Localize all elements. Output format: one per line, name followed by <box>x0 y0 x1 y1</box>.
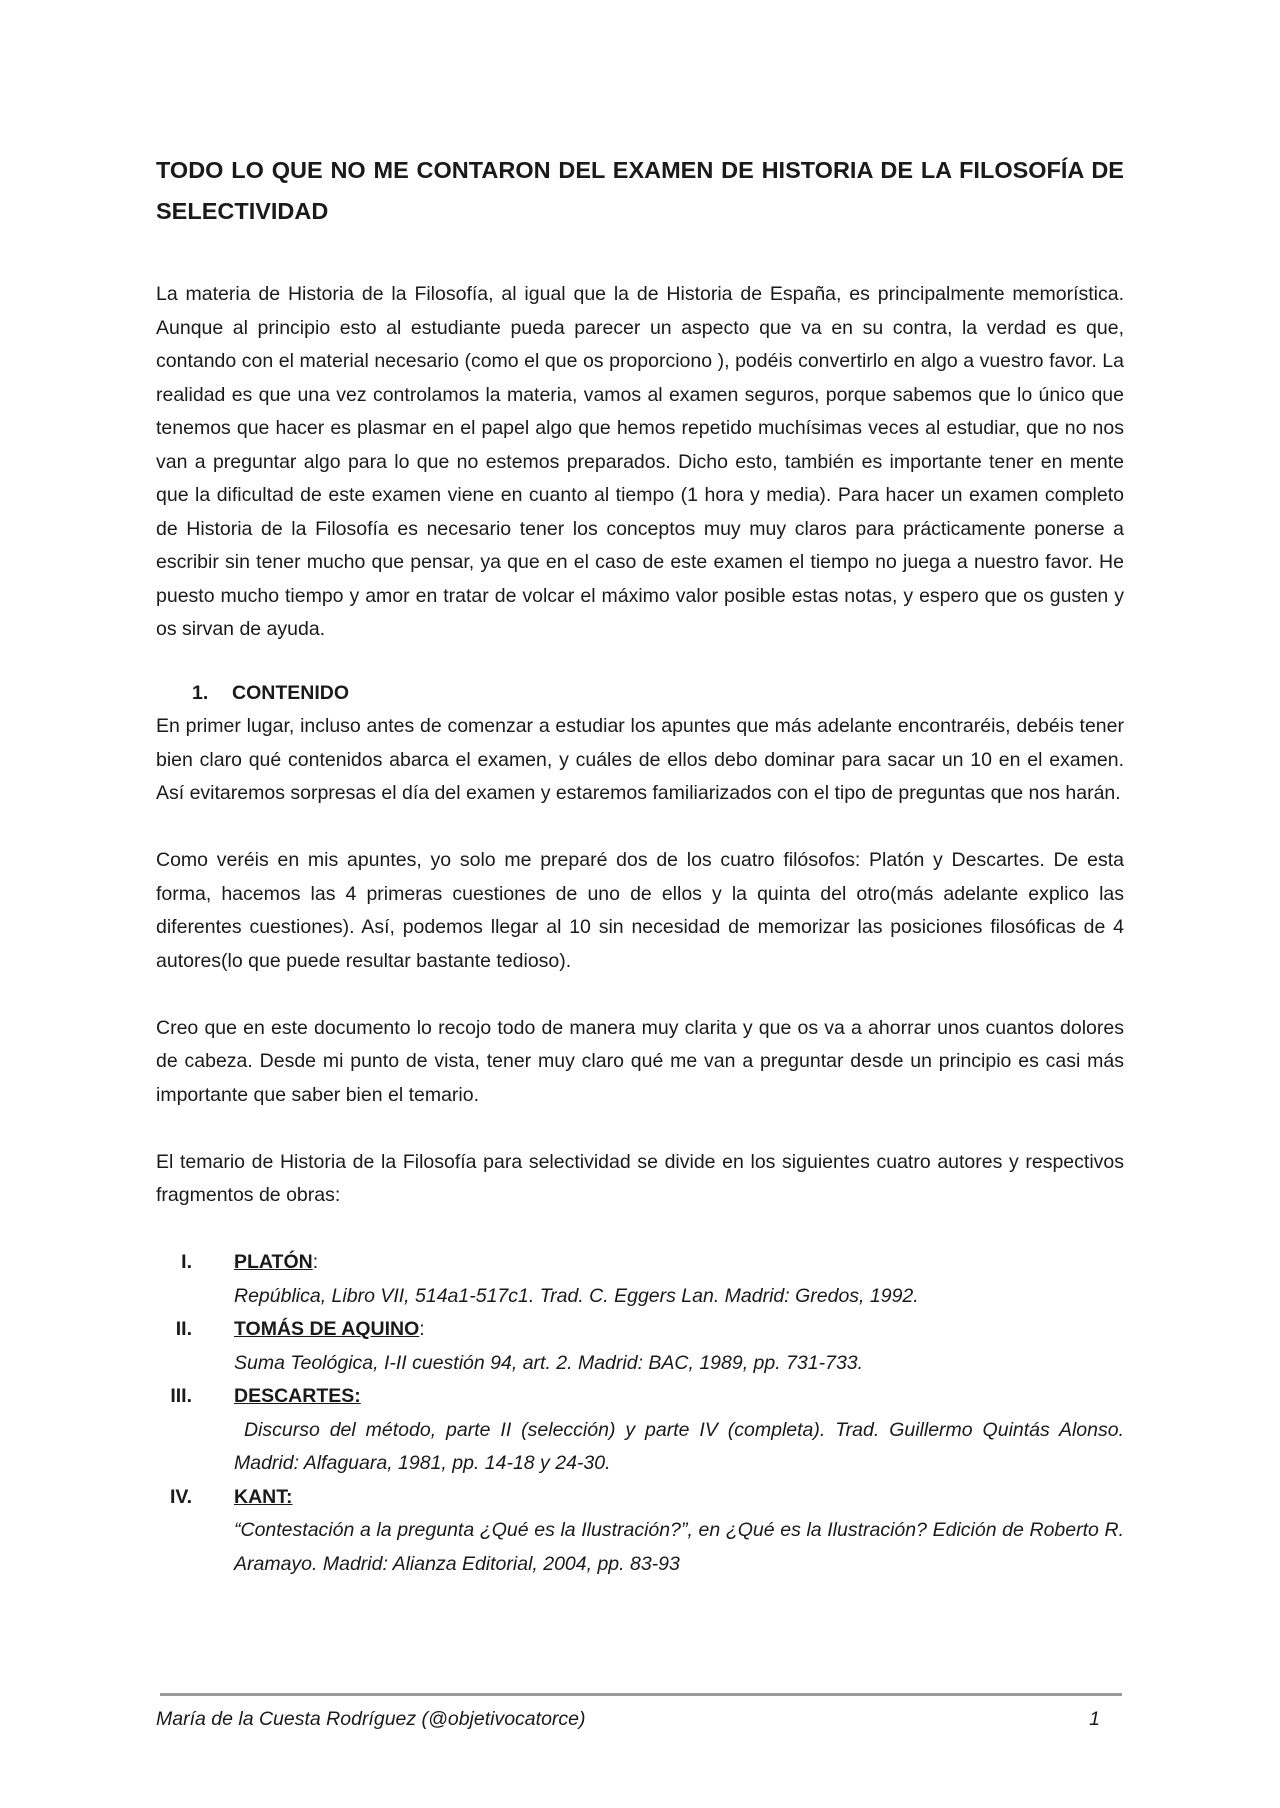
section-paragraph: El temario de Historia de la Filosofía para selectividad se divide en los siguientes cuatro autores y respectivos fragmentos de obras: <box>156 1150 1124 1206</box>
author-list <box>156 1246 1130 1581</box>
page-number: 1 <box>1089 1708 1100 1730</box>
intro-paragraph: La materia de Historia de la Filosofía, al igual que la de Historia de España, es principalmente memorística. Aunque al principio esto al estudiante pueda parecer un aspecto que va en su contra, la verdad es que, contando con el material necesario (como el que os proporciono ), podéis convertirlo en algo a vuestro favor. La realidad es que una vez controlamos la materia, vamos al examen seguros, porque sabemos que lo único que tenemos que hacer es plasmar en el papel algo que hemos repetido muchísimas veces al estudiar, que no nos van a preguntar algo para lo que no estemos preparados. Dicho esto, también es importante tener en mente que la dificultad de este examen viene en cuanto al tiempo (1 hora y media). Para hacer un examen completo de Historia de la Filosofía es necesario tener los conceptos muy muy claros para prácticamente ponerse a escribir sin tener mucho que pensar, ya que en el caso de este examen el tiempo no juega a nuestro favor. He puesto mucho tiempo y amor en tratar de volcar el máximo valor posible estas notas, y espero que os gusten y os sirvan de ayuda. <box>156 283 1124 640</box>
author-item-descartes <box>156 1380 1130 1481</box>
section-title: CONTENIDO <box>232 681 349 704</box>
author-name: TOMÁS DE AQUINO <box>234 1318 420 1340</box>
section-heading <box>156 677 1124 711</box>
author-name: PLATÓN <box>234 1251 313 1273</box>
author-work: Discurso del método, parte II (selección) y parte IV (completa). Trad. Guillermo Quintás Alonso. Madrid: Alfaguara, 1981, pp. 14-18 y 24-30. <box>234 1418 1130 1474</box>
author-numeral: IV. <box>169 1485 192 1508</box>
section-paragraph: Creo que en este documento lo recojo todo de manera muy clarita y que os va a ahorrar unos cuantos dolores de cabeza. Desde mi punto de vista, tener muy claro qué me van a preguntar desde un principio es casi más importante que saber bien el temario. <box>156 1016 1124 1106</box>
author-name: KANT: <box>234 1485 293 1508</box>
author-item-kant <box>156 1481 1124 1582</box>
author-name-suffix: : <box>419 1318 425 1340</box>
author-work: República, Libro VII, 514a1-517c1. Trad. C. Eggers Lan. Madrid: Gredos, 1992. <box>234 1284 919 1307</box>
footer-author: María de la Cuesta Rodríguez (@objetivocatorce) <box>156 1708 586 1730</box>
section-number: 1. <box>192 681 209 704</box>
author-item-tomas-de-aquino <box>156 1313 1124 1380</box>
document-page <box>156 150 1130 1597</box>
document-title: TODO LO QUE NO ME CONTARON DEL EXAMEN DE HISTORIA DE LA FILOSOFÍA DE SELECTIVIDAD <box>156 157 1124 224</box>
author-numeral: I. <box>181 1251 192 1273</box>
author-work: Suma Teológica, I-II cuestión 94, art. 2. Madrid: BAC, 1989, pp. 731-733. <box>234 1351 864 1374</box>
page-footer <box>156 1708 1100 1731</box>
footer-divider <box>160 1693 1122 1696</box>
author-numeral: III. <box>170 1385 192 1407</box>
author-name: DESCARTES: <box>234 1385 361 1407</box>
section-paragraph: Como veréis en mis apuntes, yo solo me preparé dos de los cuatro filósofos: Platón y Descartes. De esta forma, hacemos las 4 primeras cuestiones de uno de ellos y la quinta del otro(más adelante explico las diferentes cuestiones). Así, podemos llegar al 10 sin necesidad de memorizar las posiciones filosóficas de 4 autores(lo que puede resultar bastante tedioso). <box>156 849 1124 972</box>
author-numeral: II. <box>175 1318 192 1340</box>
author-work: “Contestación a la pregunta ¿Qué es la Ilustración?”, en ¿Qué es la Ilustración? Edición de Roberto R. Aramayo. Madrid: Alianza Editorial, 2004, pp. 83-93 <box>234 1519 1124 1575</box>
author-item-platon <box>156 1246 1124 1313</box>
section-paragraph: En primer lugar, incluso antes de comenzar a estudiar los apuntes que más adelante encontraréis, debéis tener bien claro qué contenidos abarca el examen, y cuáles de ellos debo dominar para sacar un 10 en el examen. Así evitaremos sorpresas el día del examen y estaremos familiarizados con el tipo de preguntas que nos harán. <box>156 715 1124 804</box>
author-name-suffix: : <box>312 1251 319 1273</box>
